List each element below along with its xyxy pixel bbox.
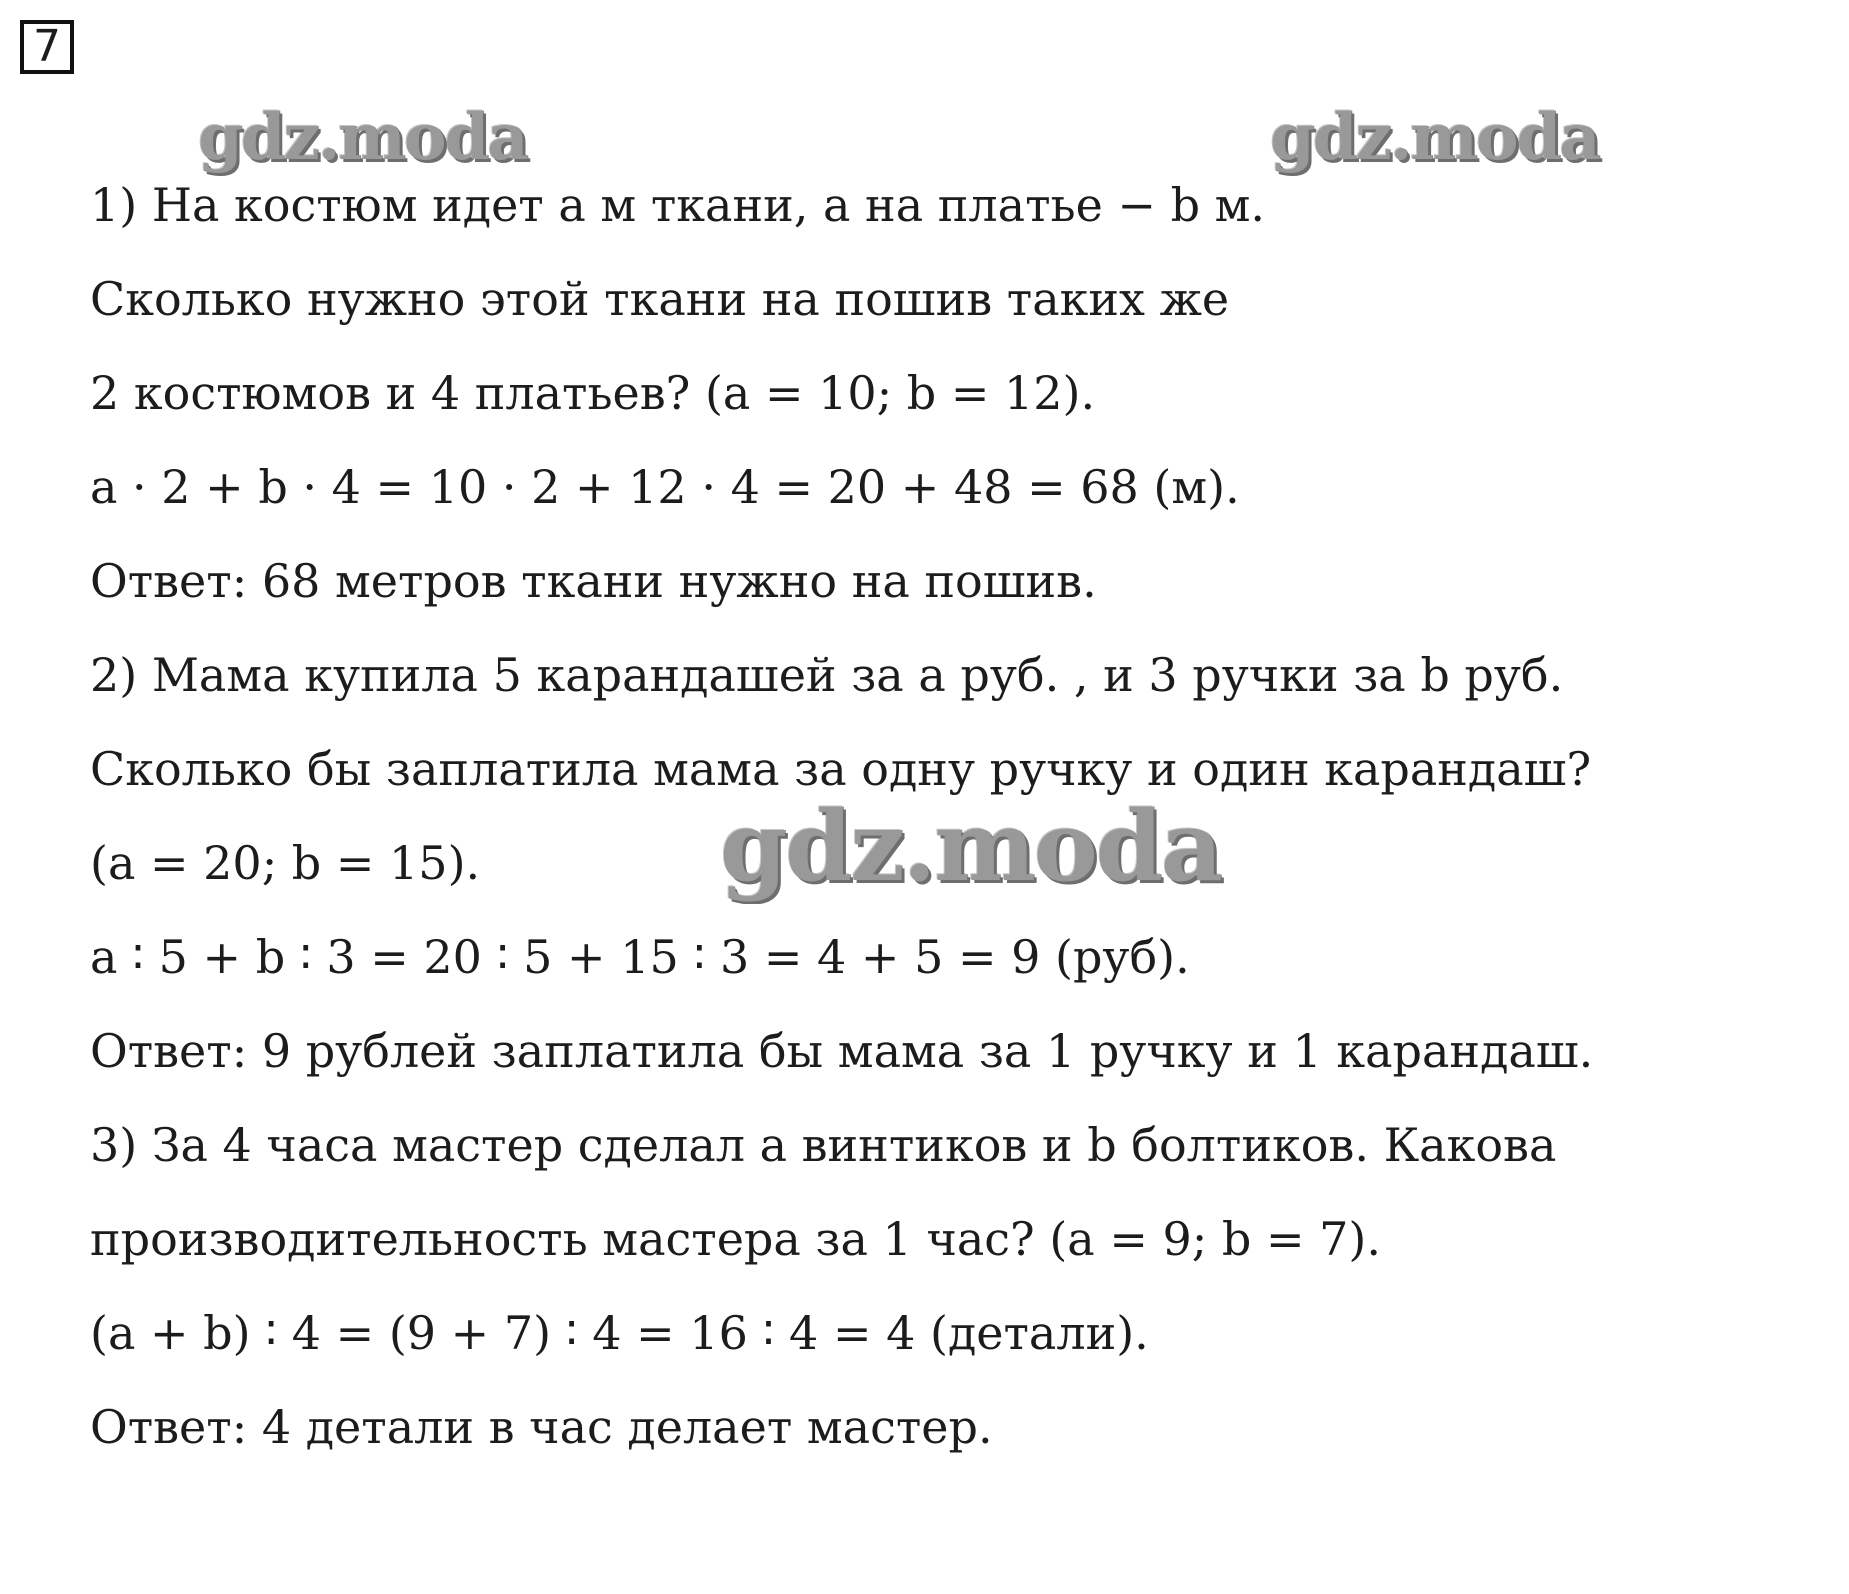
text-line-3: 2 костюмов и 4 платьев? (a = 10; b = 12). bbox=[90, 366, 1096, 420]
answer-line-3: Ответ: 4 детали в час делает мастер. bbox=[90, 1400, 993, 1454]
text-line-7: Сколько бы заплатила мама за одну ручку и один карандаш? bbox=[90, 742, 1592, 796]
watermark-top-left: gdz.moda bbox=[198, 100, 527, 175]
text-line-6: 2) Мама купила 5 карандашей за a руб. , и 3 ручки за b руб. bbox=[90, 648, 1564, 702]
text-line-13: (a + b) ∶ 4 = (9 + 7) ∶ 4 = 16 ∶ 4 = 4 (детали). bbox=[90, 1306, 1149, 1360]
text-line-1: 1) На костюм идет a м ткани, а на платье − b м. bbox=[90, 178, 1266, 232]
text-line-11: 3) За 4 часа мастер сделал a винтиков и b болтиков. Какова bbox=[90, 1118, 1557, 1172]
answer-line-2: Ответ: 9 рублей заплатила бы мама за 1 ручку и 1 карандаш. bbox=[90, 1024, 1594, 1078]
text-line-9: a ∶ 5 + b ∶ 3 = 20 ∶ 5 + 15 ∶ 3 = 4 + 5 = 9 (руб). bbox=[90, 930, 1190, 984]
task-number-box: 7 bbox=[20, 20, 74, 74]
answer-line-1: Ответ: 68 метров ткани нужно на пошив. bbox=[90, 554, 1097, 608]
text-line-4: a · 2 + b · 4 = 10 · 2 + 12 · 4 = 20 + 48 = 68 (м). bbox=[90, 460, 1240, 514]
watermark-top-right: gdz.moda bbox=[1270, 100, 1599, 175]
text-line-2: Сколько нужно этой ткани на пошив таких же bbox=[90, 272, 1230, 326]
text-line-12: производительность мастера за 1 час? (a = 9; b = 7). bbox=[90, 1212, 1381, 1266]
watermark-center: gdz.moda bbox=[720, 790, 1222, 903]
text-line-8: (a = 20; b = 15). bbox=[90, 836, 481, 890]
